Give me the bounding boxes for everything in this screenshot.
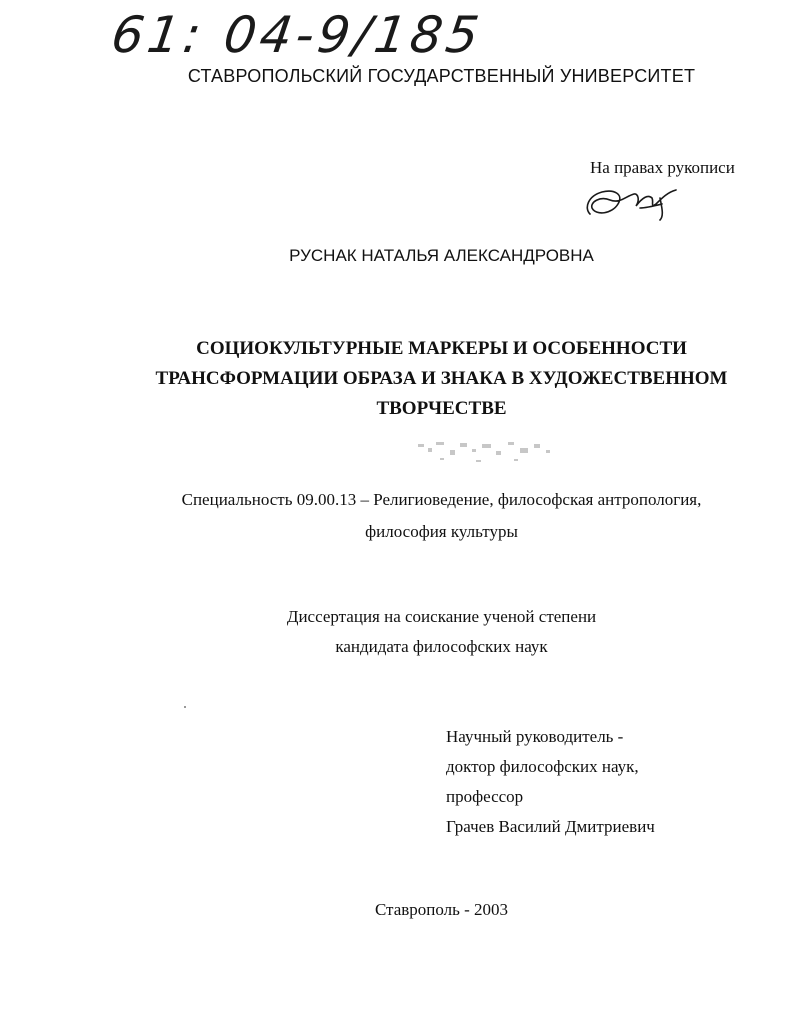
faded-stamp: [410, 434, 560, 474]
title-line: ТРАНСФОРМАЦИИ ОБРАЗА И ЗНАКА В ХУДОЖЕСТВЕННОМ: [155, 368, 728, 389]
degree-line: Диссертация на соискание ученой степени: [286, 607, 597, 626]
supervisor-line: доктор философских наук,: [446, 757, 639, 776]
supervisor-line: Научный руководитель -: [446, 727, 624, 746]
city-year: Ставрополь - 2003: [374, 900, 509, 919]
university-name: СТАВРОПОЛЬСКИЙ ГОСУДАРСТВЕННЫЙ УНИВЕРСИТЕТ: [187, 66, 696, 86]
specialty: [90, 484, 793, 548]
specialty-line: Специальность 09.00.13 – Религиоведение, философская антропология,: [181, 490, 702, 509]
dissertation-title: [90, 334, 793, 424]
title-line: СОЦИОКУЛЬТУРНЫЕ МАРКЕРЫ И ОСОБЕННОСТИ: [196, 338, 687, 359]
specialty-line: философия культуры: [365, 522, 518, 541]
degree-line: кандидата философских наук: [335, 637, 548, 656]
rights-note: На правах рукописи: [590, 158, 735, 177]
title-line: ТВОРЧЕСТВЕ: [376, 398, 507, 419]
supervisor-line: Грачев Василий Дмитриевич: [446, 817, 655, 836]
supervisor-line: профессор: [446, 787, 524, 806]
author-name: РУСНАК НАТАЛЬЯ АЛЕКСАНДРОВНА: [289, 246, 594, 265]
scan-speck: [184, 706, 186, 708]
signature-image: [580, 178, 690, 222]
archive-code-handwritten: 61: 04-9/185: [107, 6, 487, 64]
dissertation-degree: [90, 602, 793, 662]
supervisor-block: [446, 722, 655, 842]
